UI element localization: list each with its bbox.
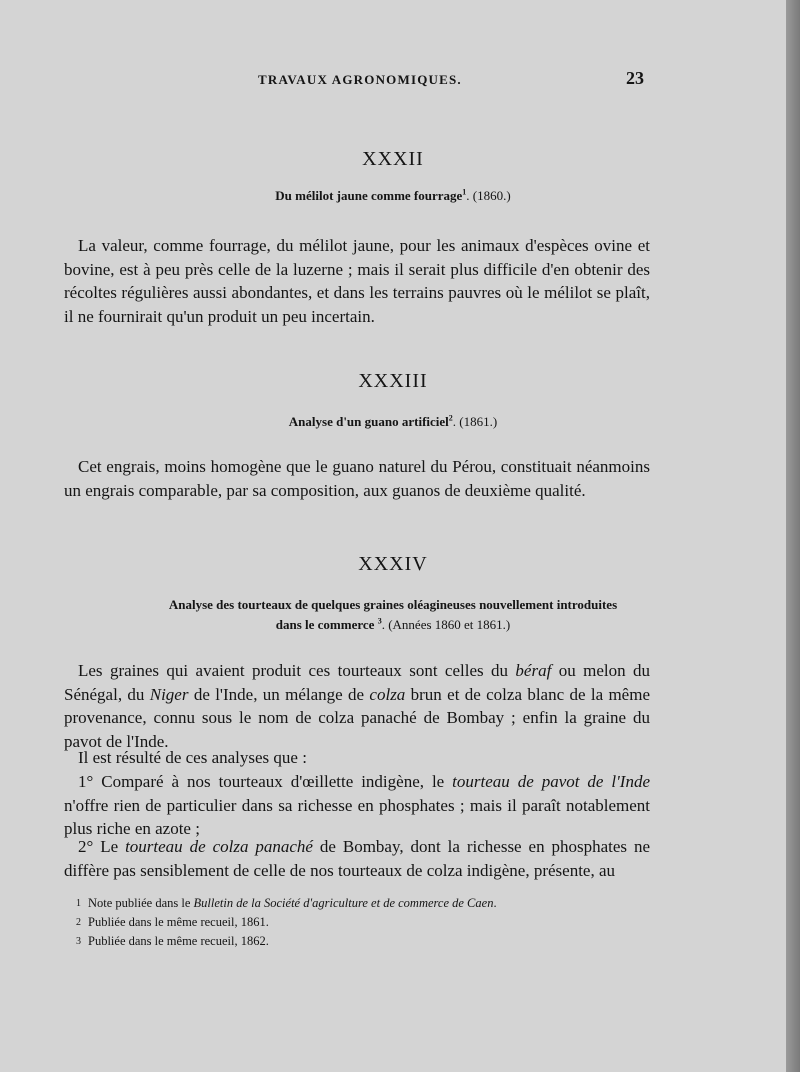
- section-title: [50, 595, 736, 635]
- section-title-text: Analyse d'un guano artificiel: [288, 414, 449, 429]
- text-run: brun et de colza blanc de la même provenance, connu sous le nom de colza panaché de Bombay ; enfin la graine du pavot de l'Inde.: [64, 684, 650, 751]
- section-title-line: [50, 615, 736, 635]
- section-title: [60, 186, 726, 206]
- page-number: 23: [626, 68, 644, 88]
- italic-run: colza: [369, 684, 406, 704]
- paragraph: [64, 835, 650, 882]
- section-title: [60, 412, 726, 432]
- footnote-ref: 1: [462, 187, 467, 197]
- footnote-mark: 3: [76, 936, 81, 947]
- section-date: . (1860.): [466, 188, 511, 203]
- italic-run: Niger: [149, 684, 189, 704]
- footnote-italic: Bulletin de la Société d'agriculture et de commerce de Caen: [193, 896, 494, 910]
- italic-run: tourteau de colza panaché: [125, 837, 313, 856]
- footnote: [76, 894, 636, 913]
- footnote-mark: 2: [76, 917, 81, 928]
- section-number: XXXII: [362, 148, 424, 170]
- footnote-text: Note publiée dans le: [88, 896, 194, 910]
- text-run: 1° Comparé à nos tourteaux d'œillette indigène, le: [78, 772, 453, 791]
- paragraph: [64, 659, 650, 753]
- section-title-text: dans le commerce: [275, 617, 375, 632]
- paragraph: [64, 770, 650, 841]
- text-run: n'offre rien de particulier dans sa richesse en phosphates ; mais il paraît notablement plus riche en azote ;: [64, 795, 650, 838]
- footnotes: [76, 894, 636, 951]
- paragraph: Il est résulté de ces analyses que :: [78, 748, 307, 767]
- text-run: ou melon du Sénégal, du: [64, 661, 650, 704]
- page-edge-shadow: [786, 0, 800, 1072]
- footnote-ref: 3: [377, 616, 382, 626]
- section-title-line: Analyse des tourteaux de quelques graines oléagineuses nouvellement introduites: [168, 597, 618, 612]
- text-run: 2° Le: [78, 837, 126, 856]
- paragraph: Cet engrais, moins homogène que le guano naturel du Pérou, constituait néanmoins un engrais comparable, par sa composition, aux guanos de deuxième qualité.: [64, 457, 650, 500]
- italic-run: tourteau de pavot de l'Inde: [452, 772, 650, 791]
- page-header: [0, 68, 786, 92]
- section-date: . (Années 1860 et 1861.): [381, 617, 511, 632]
- section-date: . (1861.): [452, 414, 498, 429]
- footnote: [76, 932, 636, 951]
- footnote-mark: 1: [76, 898, 81, 909]
- footnote-ref: 2: [448, 413, 453, 423]
- section-title-text: Du mélilot jaune comme fourrage: [275, 188, 463, 203]
- text-run: de l'Inde, un mélange de: [188, 684, 370, 704]
- running-head: TRAVAUX AGRONOMIQUES.: [258, 72, 462, 87]
- section-number: XXXIII: [358, 370, 428, 392]
- italic-run: béraf: [515, 661, 552, 680]
- footnote: [76, 913, 636, 932]
- paragraph: La valeur, comme fourrage, du mélilot jaune, pour les animaux d'espèces ovine et bovine, est à peu près celle de la luzerne ; mais il serait plus difficile d'en obtenir des récoltes régulières aussi abondantes, et dans les terrains pauvres où le mélilot se plaît, il ne fournirait qu'un produit un peu incertain.: [64, 236, 650, 326]
- section-number: XXXIV: [358, 553, 428, 575]
- text-run: de Bombay, dont la richesse en phosphates ne diffère pas sensiblement de celle de nos tourteaux de colza indigène, présente, au: [64, 837, 650, 880]
- footnote-text: Publiée dans le même recueil, 1861.: [88, 915, 269, 929]
- text-run: Les graines qui avaient produit ces tourteaux sont celles du: [78, 661, 516, 680]
- footnote-text: .: [493, 896, 497, 910]
- footnote-text: Publiée dans le même recueil, 1862.: [88, 934, 269, 948]
